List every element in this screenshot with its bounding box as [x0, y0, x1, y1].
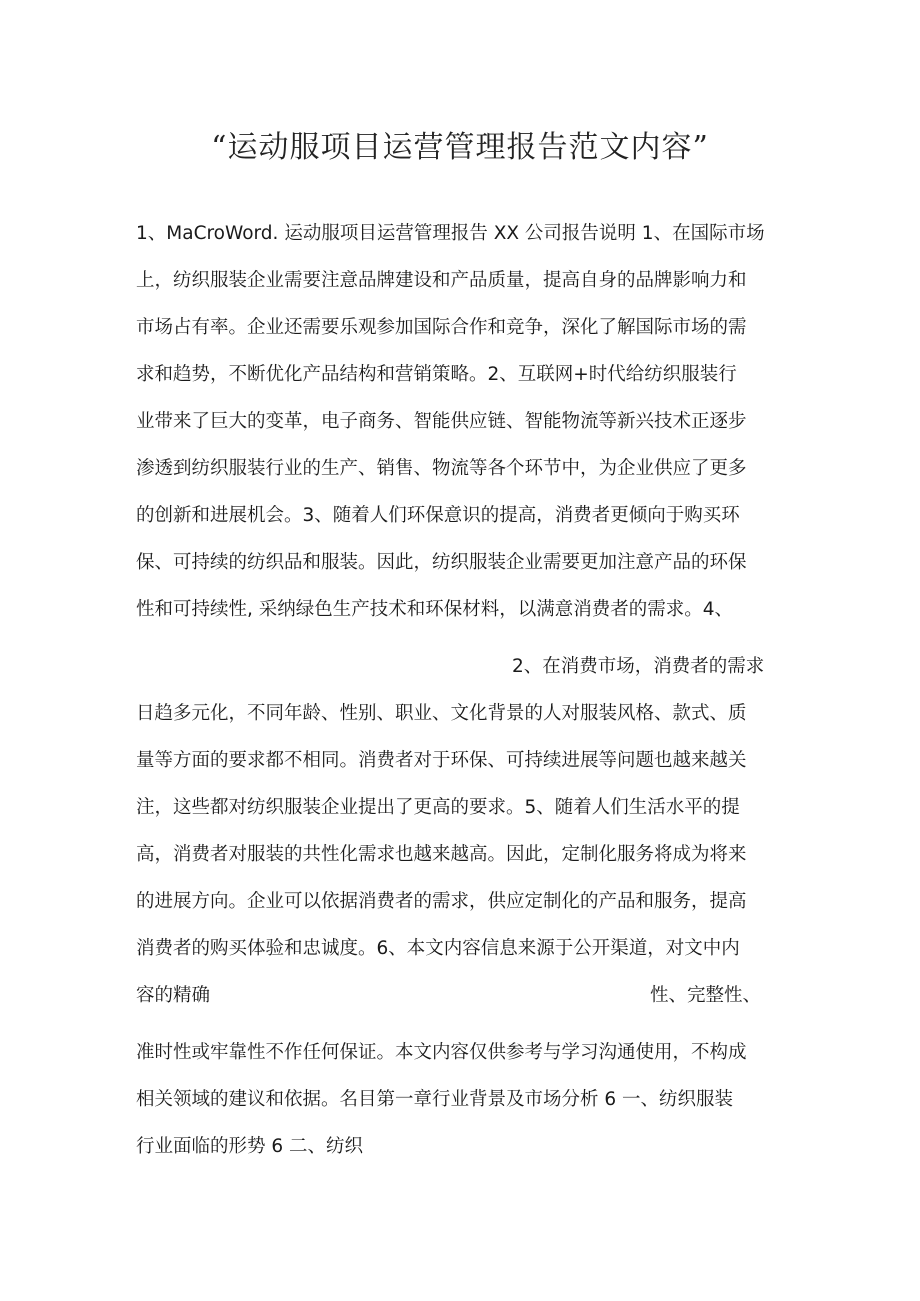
body-line: 保、可持续的纺织品和服装。因此，纺织服装企业需要更加注意产品的环保	[136, 552, 747, 573]
body-line: 消费者的购买体验和忠诚度。6、本文内容信息来源于公开渠道，对文中内	[136, 938, 740, 959]
body-line: 求和趋势，不断优化产品结构和营销策略。2、互联网+时代给纺织服装行	[136, 364, 737, 385]
body-line: 的进展方向。企业可以依据消费者的需求，供应定制化的产品和服务，提高	[136, 891, 747, 912]
body-line: 1、MaCroWord. 运动服项目运营管理报告 XX 公司报告说明 1、在国际市场	[136, 223, 765, 244]
body-line: 渗透到纺织服装行业的生产、销售、物流等各个环节中，为企业供应了更多	[136, 458, 747, 479]
body-line: 高，消费者对服装的共性化需求也越来越高。因此，定制化服务将成为将来	[136, 844, 747, 865]
body-line: 业带来了巨大的变革，电子商务、智能供应链、智能物流等新兴技术正逐步	[136, 411, 747, 432]
body-line: 相关领域的建议和依据。名目第一章行业背景及市场分析 6 一、纺织服装	[136, 1089, 734, 1110]
body-line: 性、完整性、	[650, 985, 762, 1006]
body-line: 上，纺织服装企业需要注意品牌建设和产品质量，提高自身的品牌影响力和	[136, 270, 747, 291]
body-line: 准时性或牢靠性不作任何保证。本文内容仅供参考与学习沟通使用，不构成	[136, 1042, 747, 1063]
body-line: 量等方面的要求都不相同。消费者对于环保、可持续进展等问题也越来越关	[136, 750, 747, 771]
body-line: 市场占有率。企业还需要乐观参加国际合作和竞争，深化了解国际市场的需	[136, 317, 747, 338]
body-line: 2、在消费市场，消费者的需求	[512, 656, 765, 677]
body-line: 日趋多元化，不同年龄、性别、职业、文化背景的人对服装风格、款式、质	[136, 703, 747, 724]
document-title: “运动服项目运营管理报告范文内容”	[211, 130, 709, 165]
body-line: 容的精确	[136, 985, 211, 1006]
body-line: 行业面临的形势 6 二、纺织	[136, 1136, 364, 1157]
body-line: 的创新和进展机会。3、随着人们环保意识的提高，消费者更倾向于购买环	[136, 505, 740, 526]
body-line: 性和可持续性, 采纳绿色生产技术和环保材料，以满意消费者的需求。4、	[136, 599, 734, 620]
body-line: 注，这些都对纺织服装企业提出了更高的要求。5、随着人们生活水平的提	[136, 797, 740, 818]
